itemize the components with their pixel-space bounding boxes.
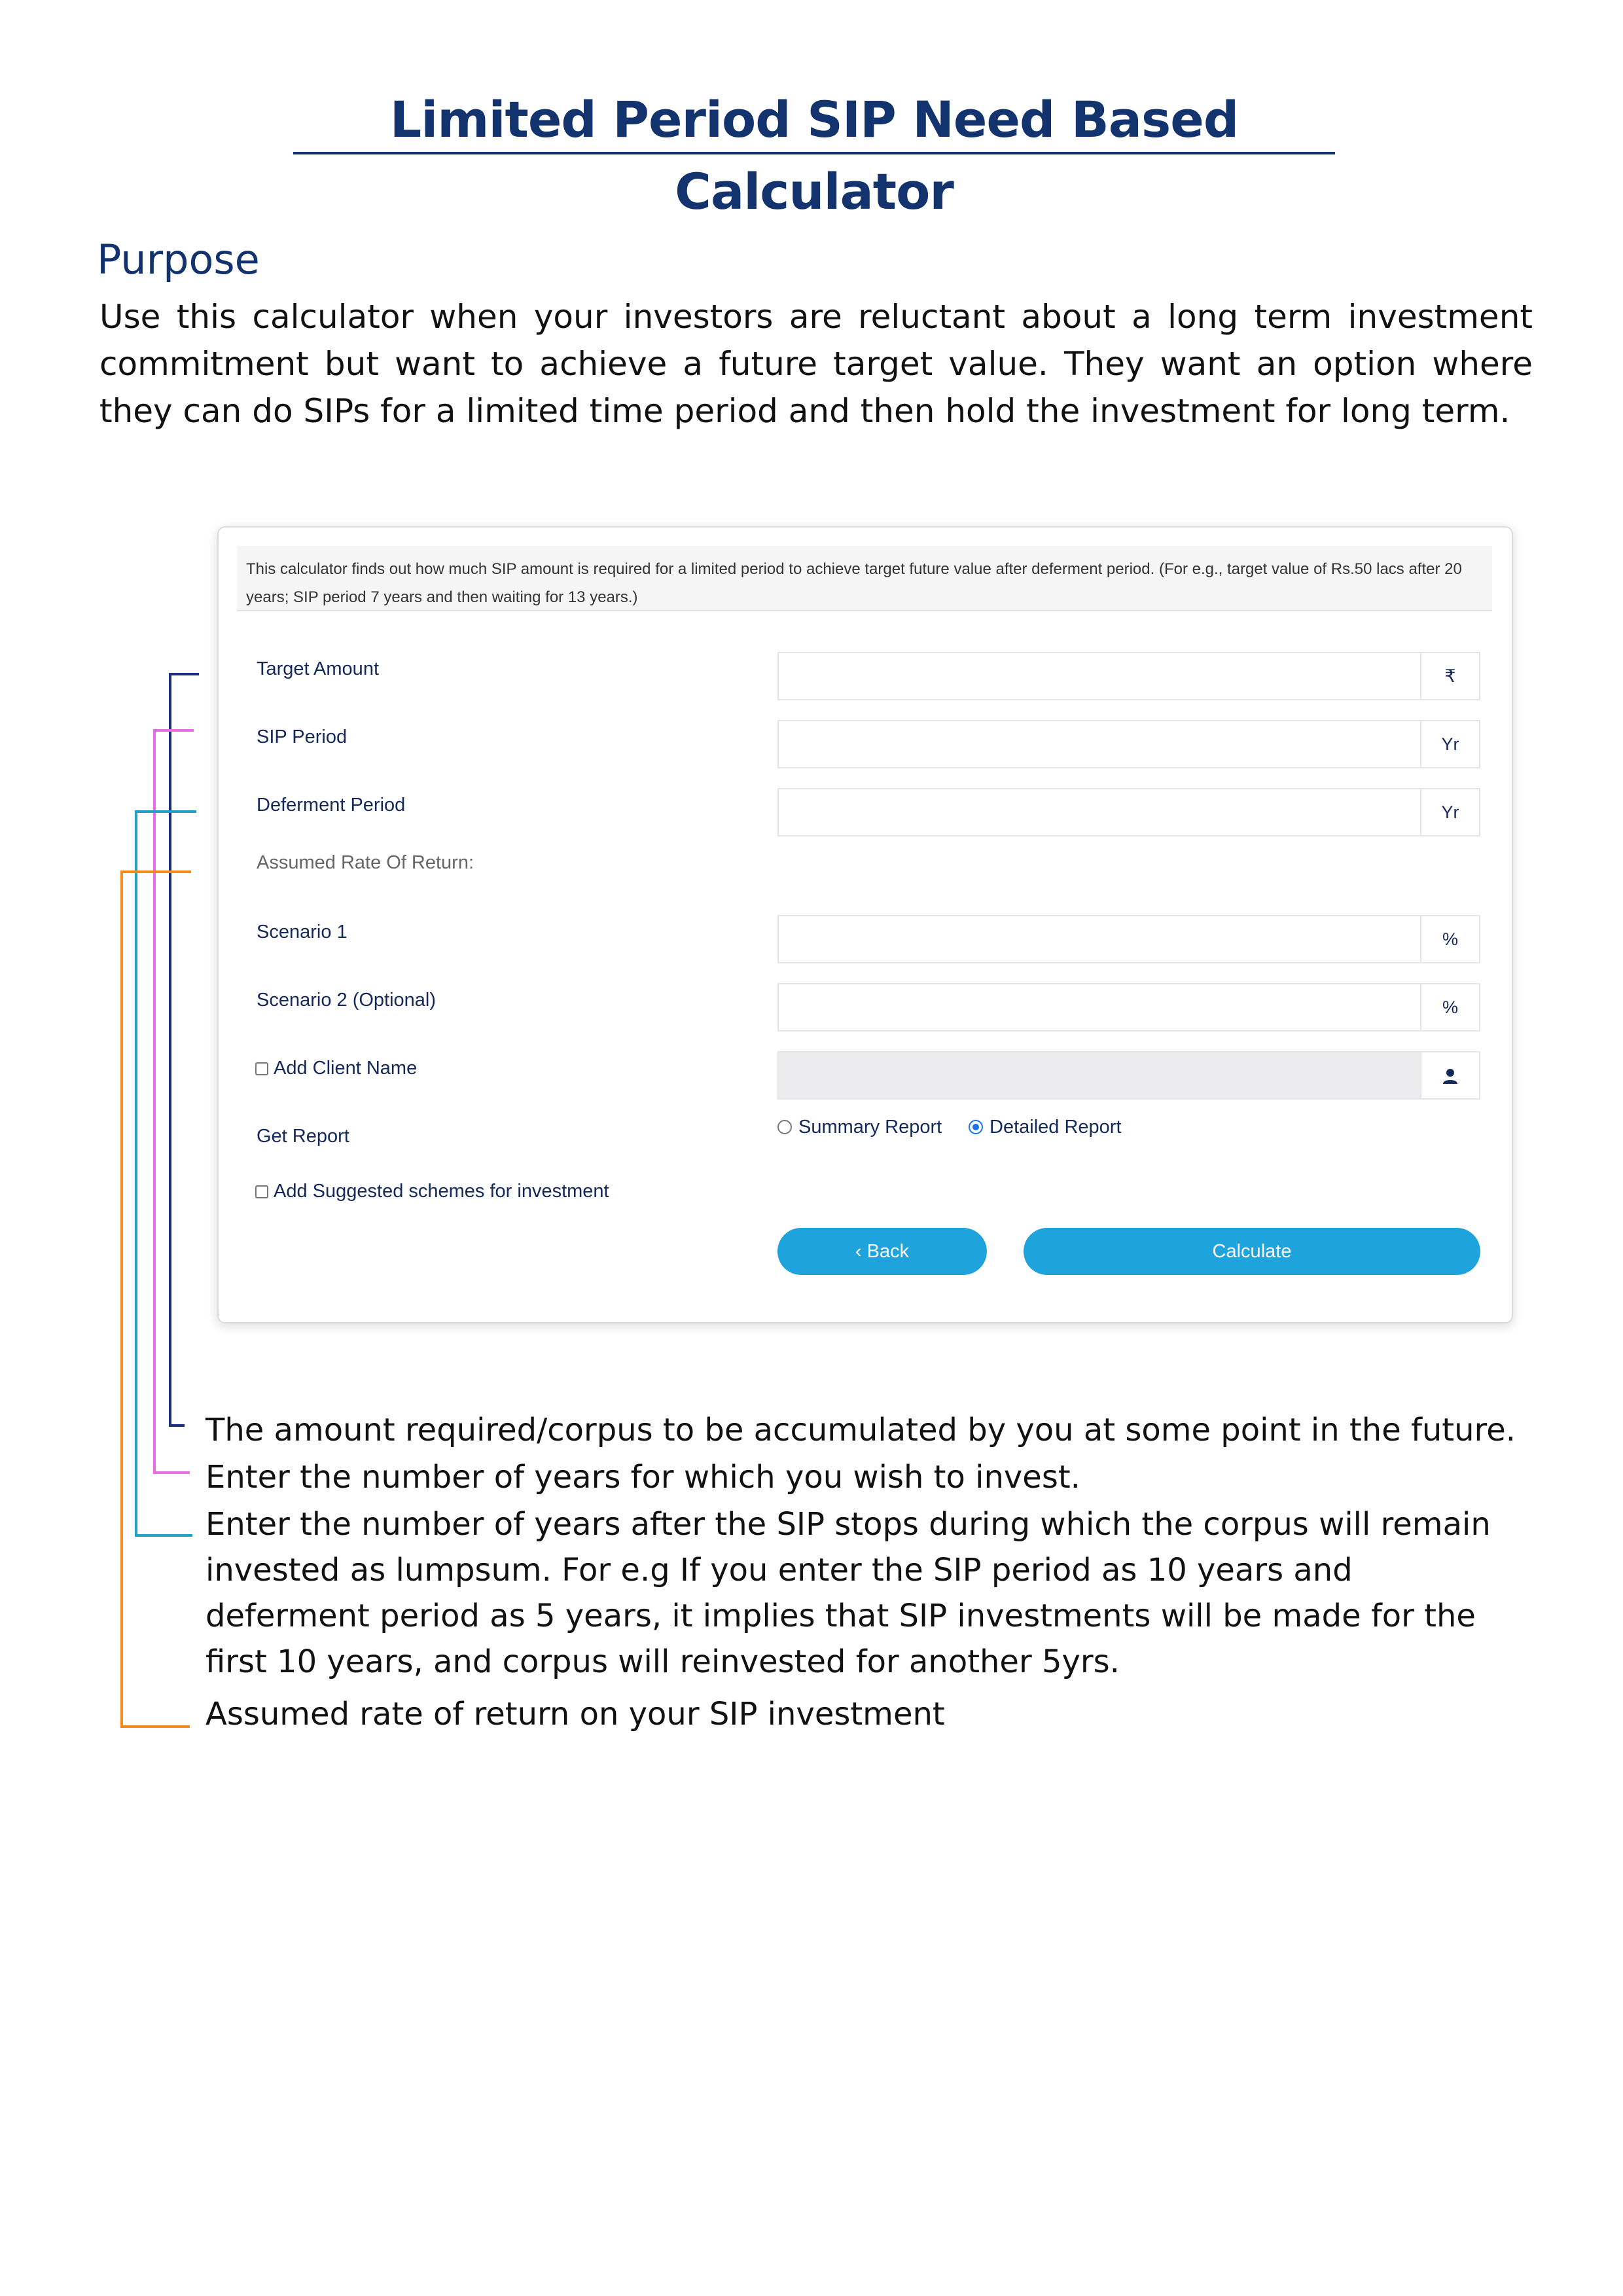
add-client-name-label: Add Client Name <box>274 1058 418 1079</box>
scenario1-input[interactable] <box>779 916 1419 962</box>
sip-period-input[interactable] <box>779 721 1419 767</box>
scenario1-field <box>777 915 1480 963</box>
client-name-field <box>777 1051 1480 1100</box>
connector-target-top <box>169 673 199 675</box>
percent-addon: % <box>1420 916 1479 962</box>
summary-report-label: Summary Report <box>798 1117 942 1138</box>
connector-deferment-vertical <box>135 810 137 1537</box>
connector-sip-vertical <box>153 729 156 1474</box>
page-title: Limited Period SIP Need Based Calculator <box>389 90 1239 221</box>
title-underline <box>293 152 1335 154</box>
deferment-period-label: Deferment Period <box>257 795 406 816</box>
sip-period-label: SIP Period <box>257 726 348 747</box>
suggested-schemes <box>255 1178 609 1204</box>
user-icon <box>1420 1052 1479 1098</box>
rupee-addon: ₹ <box>1420 653 1479 699</box>
connector-target-vertical <box>169 673 171 1427</box>
calculate-button[interactable]: Calculate <box>1024 1228 1480 1275</box>
annotation-deferment-period: Enter the number of years after the SIP stops during which the corpus will remain invested as lumpsum. For e.g If you enter the SIP period as 10 years and deferment period as 5 years, it implies that SIP investments will be made for the first 10 years, and corpus will reinvested for another 5yrs. <box>205 1506 1491 1680</box>
years-addon: Yr <box>1420 789 1479 835</box>
annotation-target-amount: The amount required/corpus to be accumulated by you at some point in the future. <box>205 1412 1516 1448</box>
summary-report-option[interactable] <box>777 1114 942 1140</box>
deferment-period-input[interactable] <box>779 789 1419 835</box>
detailed-report-option[interactable] <box>969 1114 1122 1140</box>
scenario2-input[interactable] <box>779 984 1419 1030</box>
back-button[interactable]: ‹ Back <box>777 1228 987 1275</box>
calculator-card <box>217 526 1513 1323</box>
purpose-heading: Purpose <box>97 236 260 283</box>
deferment-period-field <box>777 788 1480 836</box>
add-client-name <box>255 1055 417 1081</box>
connector-rate-top <box>120 870 191 873</box>
detailed-report-radio[interactable] <box>969 1120 983 1134</box>
target-amount-input[interactable] <box>779 653 1419 699</box>
scenario2-label: Scenario 2 (Optional) <box>257 990 437 1011</box>
connector-sip-top <box>153 729 194 732</box>
sip-period-field <box>777 720 1480 768</box>
target-amount-label: Target Amount <box>257 658 379 679</box>
get-report-label: Get Report <box>257 1126 349 1147</box>
detailed-report-label: Detailed Report <box>990 1117 1122 1138</box>
scenario1-label: Scenario 1 <box>257 922 348 942</box>
suggested-schemes-checkbox[interactable] <box>255 1185 268 1198</box>
assumed-rate-heading: Assumed Rate Of Return: <box>257 852 474 873</box>
purpose-text: Use this calculator when your investors are reluctant about a long term investment commitment but want to achieve a future target value. They want an option where they can do SIPs for a limited time period and then hold the investment for long term. <box>99 298 1533 430</box>
percent-addon: % <box>1420 984 1479 1030</box>
scenario2-field <box>777 983 1480 1031</box>
calculator-description: This calculator finds out how much SIP amount is required for a limited period to achieve target future value after deferment period. (For e.g., target value of Rs.50 lacs after 20 years; SIP period 7 years and then waiting for 13 years.) <box>237 546 1492 611</box>
connector-rate-bottom <box>120 1725 190 1728</box>
connector-target-bottom <box>169 1424 185 1427</box>
years-addon: Yr <box>1420 721 1479 767</box>
annotation-sip-period: Enter the number of years for which you wish to invest. <box>205 1459 1080 1496</box>
connector-rate-vertical <box>120 870 123 1728</box>
target-amount-field <box>777 652 1480 700</box>
connector-deferment-bottom <box>135 1534 192 1537</box>
connector-sip-bottom <box>153 1471 190 1474</box>
add-client-name-checkbox[interactable] <box>255 1062 268 1075</box>
connector-deferment-top <box>135 810 196 813</box>
summary-report-radio[interactable] <box>777 1120 792 1134</box>
suggested-schemes-label: Add Suggested schemes for investment <box>274 1181 609 1202</box>
annotation-rate-of-return: Assumed rate of return on your SIP investment <box>205 1696 945 1732</box>
